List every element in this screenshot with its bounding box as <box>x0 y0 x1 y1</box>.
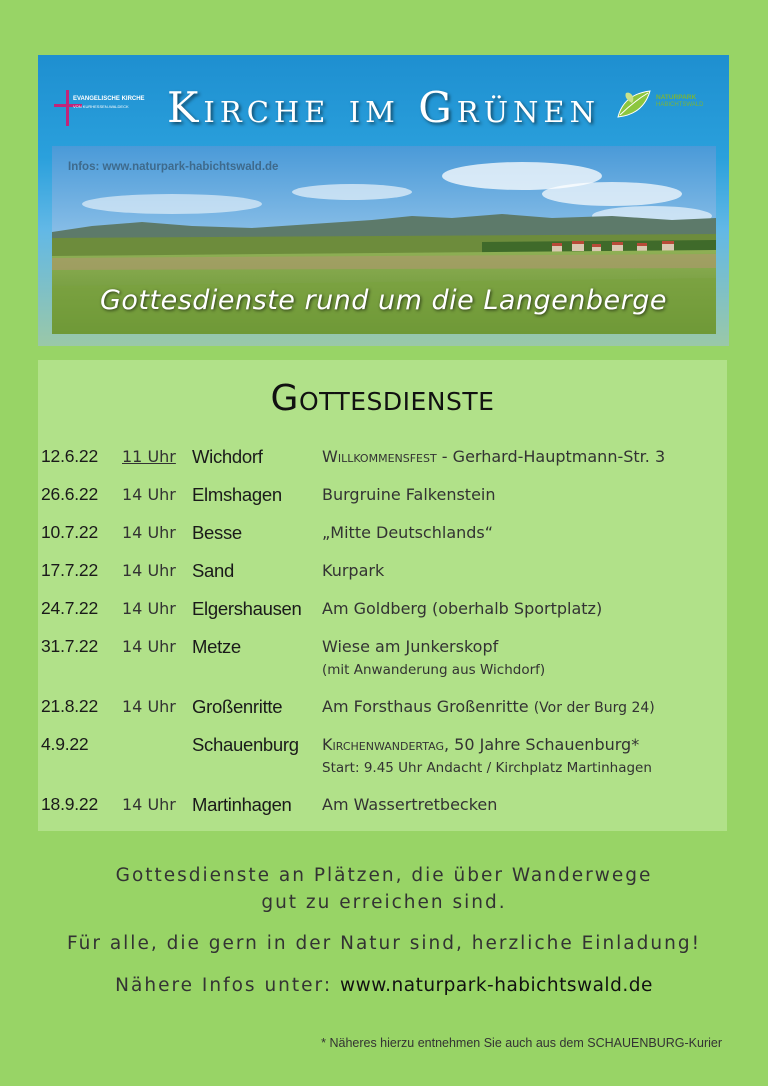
row-location: Willkommensfest - Gerhard-Hauptmann-Str. 3 <box>322 447 666 466</box>
row-note: Start: 9.45 Uhr Andacht / Kirchplatz Martinhagen <box>322 760 652 776</box>
footer-invitation: Für alle, die gern in der Natur sind, herzliche Einladung! <box>66 933 701 954</box>
row-time: 14 Uhr <box>122 523 176 542</box>
row-time: 14 Uhr <box>122 485 176 504</box>
row-time: 14 Uhr <box>122 599 176 618</box>
row-location: Am Goldberg (oberhalb Sportplatz) <box>322 599 603 618</box>
row-date: 18.9.22 <box>41 794 98 814</box>
row-place: Metze <box>192 636 241 657</box>
row-location: Am Wassertretbecken <box>322 795 498 814</box>
row-place: Elgershausen <box>192 598 302 619</box>
row-location: Burgruine Falkenstein <box>322 485 496 504</box>
header-banner <box>38 55 729 346</box>
row-date: 24.7.22 <box>41 598 98 618</box>
footer-text-line-1: Gottesdienste an Plätzen, die über Wanderwege <box>115 865 653 886</box>
row-date: 12.6.22 <box>41 446 98 466</box>
service-schedule <box>38 360 727 831</box>
row-time: 14 Uhr <box>122 795 176 814</box>
row-date: 26.6.22 <box>41 484 98 504</box>
row-place: Martinhagen <box>192 794 292 815</box>
row-time: 11 Uhr <box>122 447 176 466</box>
banner-subtitle: Gottesdienste rund um die Langenberge <box>99 285 668 316</box>
row-place: Besse <box>192 522 242 543</box>
banner-info-link[interactable]: Infos: www.naturpark-habichtswald.de <box>68 161 279 173</box>
row-note: (mit Anwanderung aus Wichdorf) <box>322 662 546 678</box>
row-time: 14 Uhr <box>122 561 176 580</box>
row-date: 10.7.22 <box>41 522 98 542</box>
church-logo-name: EVANGELISCHE KIRCHE <box>73 96 145 102</box>
footer-info-prefix: Nähere Infos unter: <box>115 975 340 996</box>
row-place: Schauenburg <box>192 734 299 755</box>
row-place: Sand <box>192 560 235 581</box>
footer-website-link[interactable]: www.naturpark-habichtswald.de <box>339 975 653 996</box>
naturpark-logo-subtitle: HABICHTSWALD <box>656 102 704 108</box>
row-location: Kirchenwandertag, 50 Jahre Schauenburg* <box>322 735 640 754</box>
row-place: Wichdorf <box>192 446 263 467</box>
naturpark-logo <box>614 87 722 123</box>
row-location: Kurpark <box>322 561 385 580</box>
row-date: 4.9.22 <box>41 734 89 754</box>
row-date: 17.7.22 <box>41 560 98 580</box>
naturpark-logo-name: NATURPARK <box>656 94 697 101</box>
schedule-heading: Gottesdienste <box>270 378 495 419</box>
church-logo-subtitle: VON KURHESSEN-WALDECK <box>73 104 129 109</box>
footer-info-line <box>0 975 768 996</box>
leaf-icon <box>614 87 654 123</box>
row-location: „Mitte Deutschlands“ <box>322 523 494 542</box>
row-time: 14 Uhr <box>122 637 176 656</box>
banner-title: Kirche im Grünen <box>167 83 600 132</box>
row-date: 21.8.22 <box>41 696 98 716</box>
row-location: Am Forsthaus Großenritte (Vor der Burg 24) <box>322 697 655 716</box>
row-location: Wiese am Junkerskopf <box>322 637 499 656</box>
footer-text-line-2: gut zu erreichen sind. <box>261 892 507 913</box>
row-time: 14 Uhr <box>122 697 176 716</box>
footnote: * Näheres hierzu entnehmen Sie auch aus dem SCHAUENBURG-Kurier <box>321 1036 722 1050</box>
row-place: Elmshagen <box>192 484 282 505</box>
row-place: Großenritte <box>192 696 283 717</box>
row-date: 31.7.22 <box>41 636 98 656</box>
